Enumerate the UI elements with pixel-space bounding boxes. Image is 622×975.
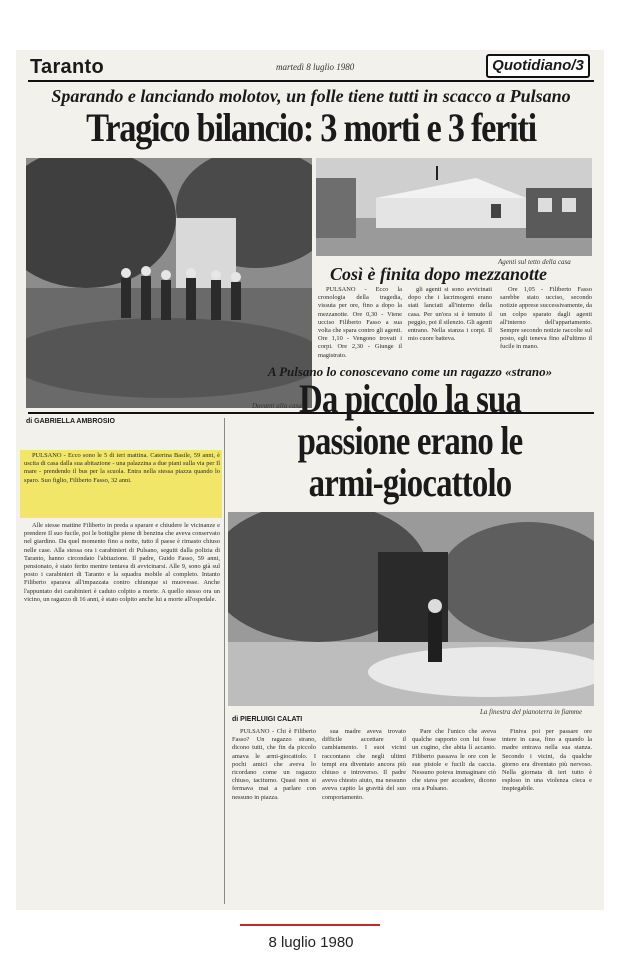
- main-headline: Tragico bilancio: 3 morti e 3 feriti: [86, 105, 536, 150]
- second-headline: Così è finita dopo mezzanotte: [330, 264, 548, 284]
- third-headline: Da piccolo la sua passione erano le armi-giocattolo: [297, 376, 523, 505]
- bottom-story-col-4: [502, 728, 592, 904]
- masthead-logo: Quotidiano/3: [486, 54, 590, 78]
- issue-date: martedì 8 luglio 1980: [276, 62, 355, 72]
- bottom-story-paragraph-4: Finiva poi per passare ore intere in casa, fino a quando la madre entrava nella sua stanza. Secondo i vicini, da qualche giorno era diventato più nervoso. Nella giornata di ieri tutto è esploso in una violenza cieca e inspiegabile.: [502, 728, 592, 793]
- photo-bottom-caption: La finestra del pianoterra in fiamme: [480, 708, 583, 716]
- left-column-body: [24, 522, 220, 902]
- second-story-paragraph-2: gli agenti si sono avvicinati dopo che i lacrimogeni erano stati lanciati all'interno della casa. Per un'ora si è temuto il peggio, poi il silenzio. Gli agenti entrano. Nella stanza i corpi. Il mio cuore batteva.: [408, 286, 492, 343]
- header-rule: [28, 80, 594, 82]
- bottom-story-col-2: [322, 728, 406, 904]
- second-story-paragraph-3: Ore 1,05 - Filiberto Fasso sarebbe stato ucciso, secondo notizie apprese successivamente, da un colpo sparato dagli agenti all'interno dell'appartamento. Sempre secondo notizie raccolte sul posto, egli teneva fino all'ultimo il fucile in mano.: [500, 286, 592, 351]
- bottom-story-col-3: [412, 728, 496, 904]
- bottom-story-paragraph-3: Pare che l'unico che aveva qualche rapporto con lui fosse un cugino, che abita lì accanto. Filiberto passava le ore con le sue pistole e fucili da caccia. Nessuno poteva immaginare ciò che stava per accadere, dicono ora a Pulsano.: [412, 728, 496, 793]
- footer-red-line: [240, 924, 380, 926]
- column-divider: [224, 418, 225, 904]
- photo-ground-floor-window: [228, 512, 594, 706]
- footer-date: 8 luglio 1980: [268, 934, 354, 951]
- third-kicker: A Pulsano lo conoscevano come un ragazzo «strano»: [267, 364, 553, 379]
- photo-rooftop-agents: [316, 158, 592, 256]
- left-byline: di GABRIELLA AMBROSIO: [26, 418, 115, 425]
- bottom-story-col-1: [232, 728, 316, 904]
- left-column-paragraph: Alle stesse mattine Filiberto in preda a sparare e chiudere le vicinanze e prendere Il suo fucile, poi le bottiglie piene di benzina che aveva conservato nel giardino. Da quel momento fino a notte, tutto il paese è rimasto chiuso nelle case. Alla stessa ora i carabinieri di Pulsano, seguiti dalla polizia di Taranto, hanno circondato l'abitazione. Il padre, Guido Fasso, 59 anni, pensionato, è stato ferito mentre tentava di avvicinarsi. Alle 9, sono già sul posto i carabinieri di Taranto e la squadra mobile al completo. Intanto Filiberto sparava all'impazzata contro chiunque si muovesse. Anche l'appuntato dei carabinieri è caduto colpito a morte. A quello stesso ora un vicino, un ragazzo di 16 anni, è stato colpito anche lui a morte all'ospedale.: [24, 522, 220, 603]
- photo-rooftop-caption: Agenti sul tetto della casa: [498, 258, 571, 266]
- section-city: Taranto: [30, 56, 104, 78]
- bottom-story-paragraph-2: sua madre aveva trovato difficile accettare il cambiamento. I suoi vicini raccontano che negli ultimi tempi era diventato ancora più chiuso e introverso. Il padre aveva chiesto aiuto, ma nessuno aveva capito la gravità del suo comportamento.: [322, 728, 406, 801]
- bottom-story-paragraph-1: PULSANO - Chi è Filiberto Fasso? Un ragazzo strano, dicono tutti, che fin da piccolo amava le armi-giocattolo. I pochi amici che aveva lo ricordano come un ragazzo chiuso, taciturno. Quasi non si fermava mai a parlare con nessuno in piazza.: [232, 728, 316, 801]
- highlighted-paragraph: PULSANO - Ecco sono le 5 di ieri mattina. Caterina Basile, 59 anni, è uscita di casa dalla sua abitazione - una palazzina a due piani sulla via per Il mare - prendendo il bus per la scuola. Entra nella stessa piazza quando lo sparo. Suo figlio, Filiberto Fasso, 32 anni.: [24, 452, 220, 484]
- photo-left-caption: Davanti alla casa: [252, 402, 302, 410]
- second-story-paragraph-1: PULSANO - Ecco la cronologia della tragedia, vissuta per ore, fino a dopo la mezzanotte. Ore 0,30 - Viene ucciso Filiberto Fasso a sua volta che spara contro gli agenti. Ore 1,10 - Vengono trovati i corpi. Ore 2,30 - Giunge il magistrato.: [318, 286, 402, 359]
- bottom-byline: di PIERLUIGI CALATI: [232, 716, 303, 723]
- main-kicker: Sparando e lanciando molotov, un folle tiene tutti in scacco a Pulsano: [51, 86, 571, 106]
- highlighted-text-block: [24, 452, 220, 518]
